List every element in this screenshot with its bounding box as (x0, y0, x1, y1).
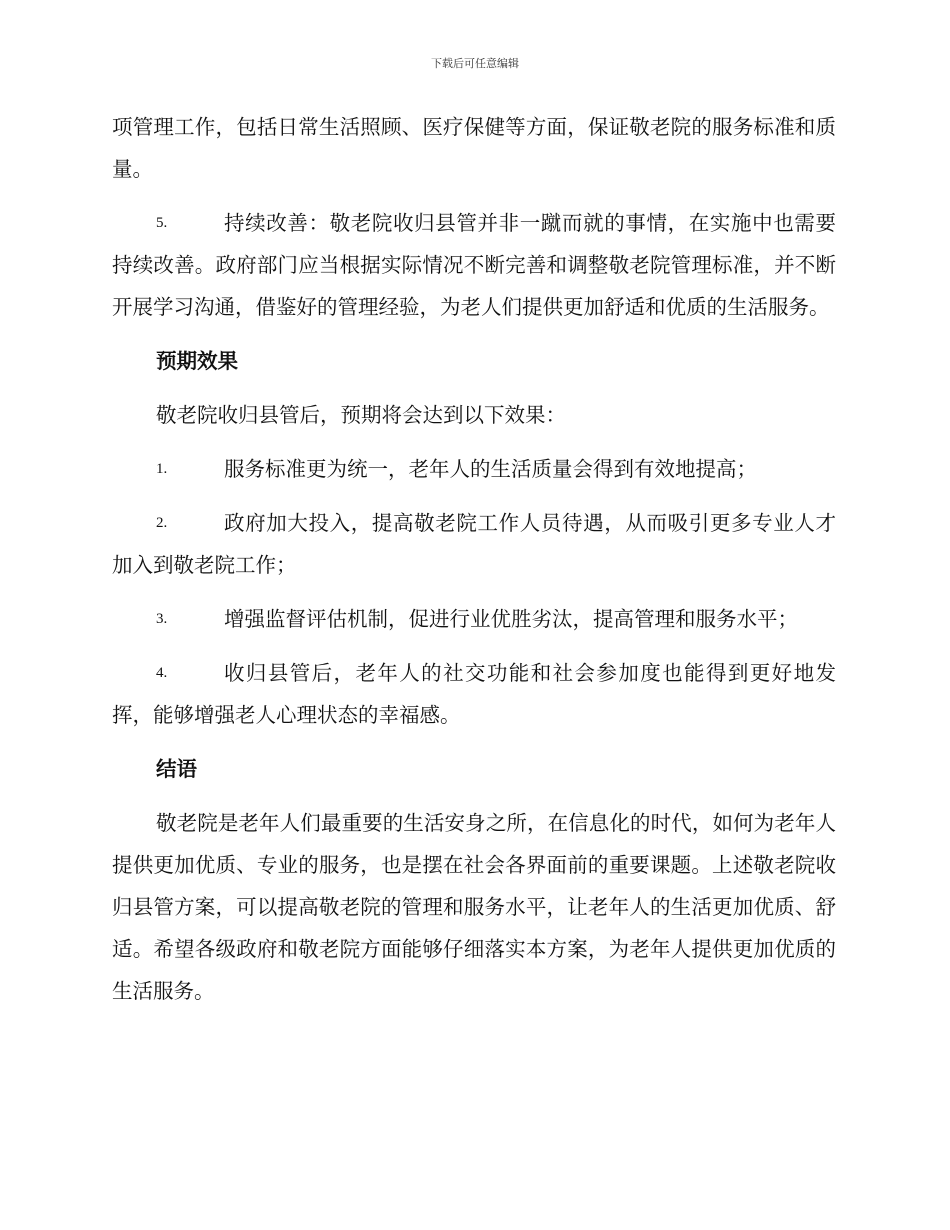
list-text-1: 服务标准更为统一，老年人的生活质量会得到有效地提高； (224, 457, 757, 481)
list-item-3 (112, 598, 836, 640)
effects-intro-paragraph: 敬老院收归县管后，预期将会达到以下效果： (156, 403, 566, 427)
section-heading-conclusion: 结语 (156, 757, 197, 781)
list-item-5 (112, 202, 836, 328)
list-text-4: 收归县管后，老年人的社交功能和社会参加度也能得到更好地发挥，能够增强老人心理状态的幸福感。 (112, 661, 836, 727)
list-item-4 (112, 652, 836, 736)
conclusion-paragraph: 敬老院是老年人们最重要的生活安身之所，在信息化的时代，如何为老年人提供更加优质、专业的服务，也是摆在社会各界面前的重要课题。上述敬老院收归县管方案，可以提高敬老院的管理和服务水平，让老年人的生活更加优质、舒适。希望各级政府和敬老院方面能够仔细落实本方案，为老年人提供更加优质的生活服务。 (112, 811, 836, 1003)
list-number-4: 4. (156, 665, 168, 681)
list-number-2: 2. (156, 515, 168, 531)
section-heading-effects: 预期效果 (156, 349, 238, 373)
list-text-3: 增强监督评估机制，促进行业优胜劣汰，提高管理和服务水平； (224, 607, 798, 631)
list-item-1 (112, 448, 836, 490)
list-number-3: 3. (156, 611, 168, 627)
document-body (112, 106, 836, 1012)
list-item-2 (112, 502, 836, 586)
list-number-5: 5. (156, 215, 168, 231)
page-header: 下载后可任意编辑 (431, 57, 519, 70)
list-text-2: 政府加大投入，提高敬老院工作人员待遇，从而吸引更多专业人才加入到敬老院工作； (112, 511, 836, 577)
list-number-1: 1. (156, 461, 168, 477)
continuation-paragraph: 项管理工作，包括日常生活照顾、医疗保健等方面，保证敬老院的服务标准和质量。 (112, 115, 836, 181)
list-text-5: 持续改善：敬老院收归县管并非一蹴而就的事情，在实施中也需要持续改善。政府部门应当根据实际情况不断完善和调整敬老院管理标准，并不断开展学习沟通，借鉴好的管理经验，为老人们提供更加舒适和优质的生活服务。 (112, 211, 836, 319)
